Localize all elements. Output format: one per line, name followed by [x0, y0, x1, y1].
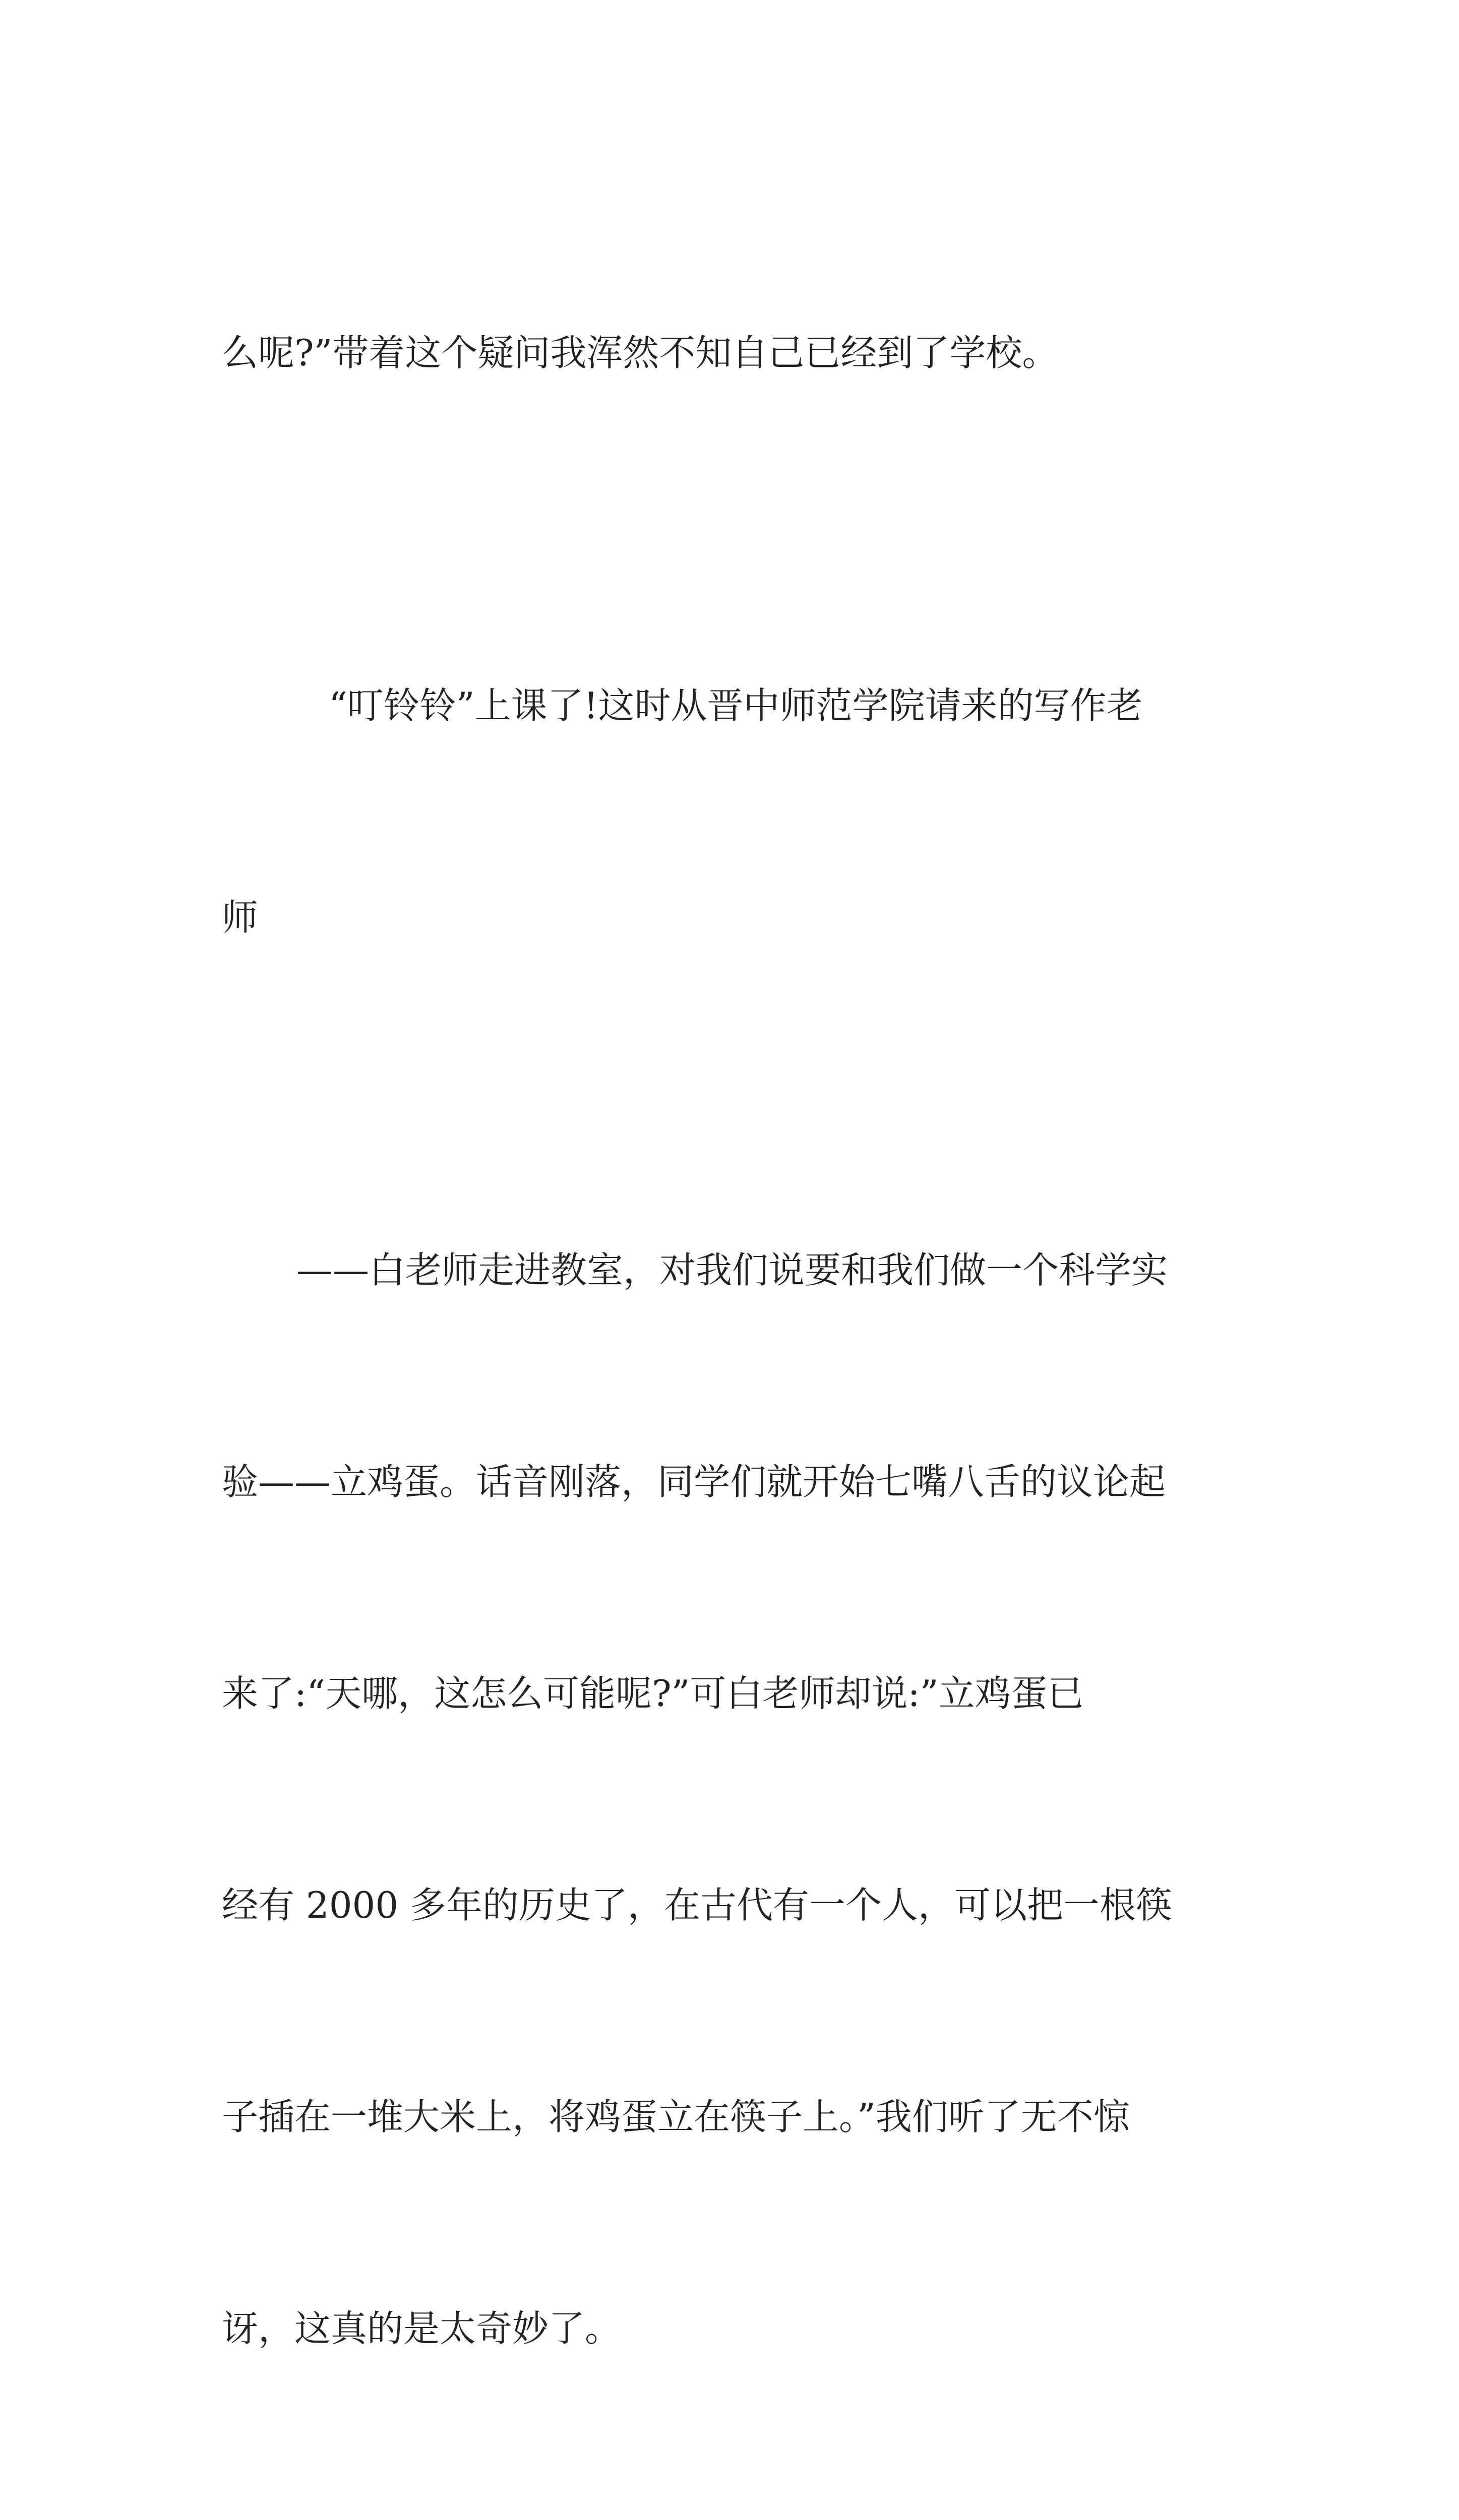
text-line: 讶，这真的是太奇妙了。 [222, 2307, 622, 2350]
paragraph-2 [222, 529, 1250, 1094]
text-line: 子插在一堆大米上，将鸡蛋立在筷子上。”我们听了无不惊 [222, 2096, 1130, 2138]
text-line: ——白老师走进教室，对我们说要和我们做一个科学实 [296, 1249, 1168, 1291]
paragraph-3 [222, 1094, 1250, 2505]
text-line: 经有 2000 多年的历史了，在古代有一个人，可以把一根筷 [222, 1884, 1173, 1926]
text-line: 么呢?”带着这个疑问我浑然不知自己已经到了学校。 [222, 332, 1059, 374]
paragraph-4 [222, 2505, 1250, 2520]
text-line: 师 [222, 896, 259, 938]
text-line: 来了:“天哪，这怎么可能呢?”可白老师却说:”立鸡蛋已 [222, 1672, 1084, 1715]
essay-body [222, 176, 1250, 2520]
paragraph-1 [222, 176, 1250, 529]
text-line: “叮铃铃”上课了!这时从晋中师范学院请来的写作老 [329, 684, 1143, 727]
text-line: 验——立鸡蛋。话音刚落，同学们就开始七嘴八舌的议论起 [222, 1461, 1166, 1503]
